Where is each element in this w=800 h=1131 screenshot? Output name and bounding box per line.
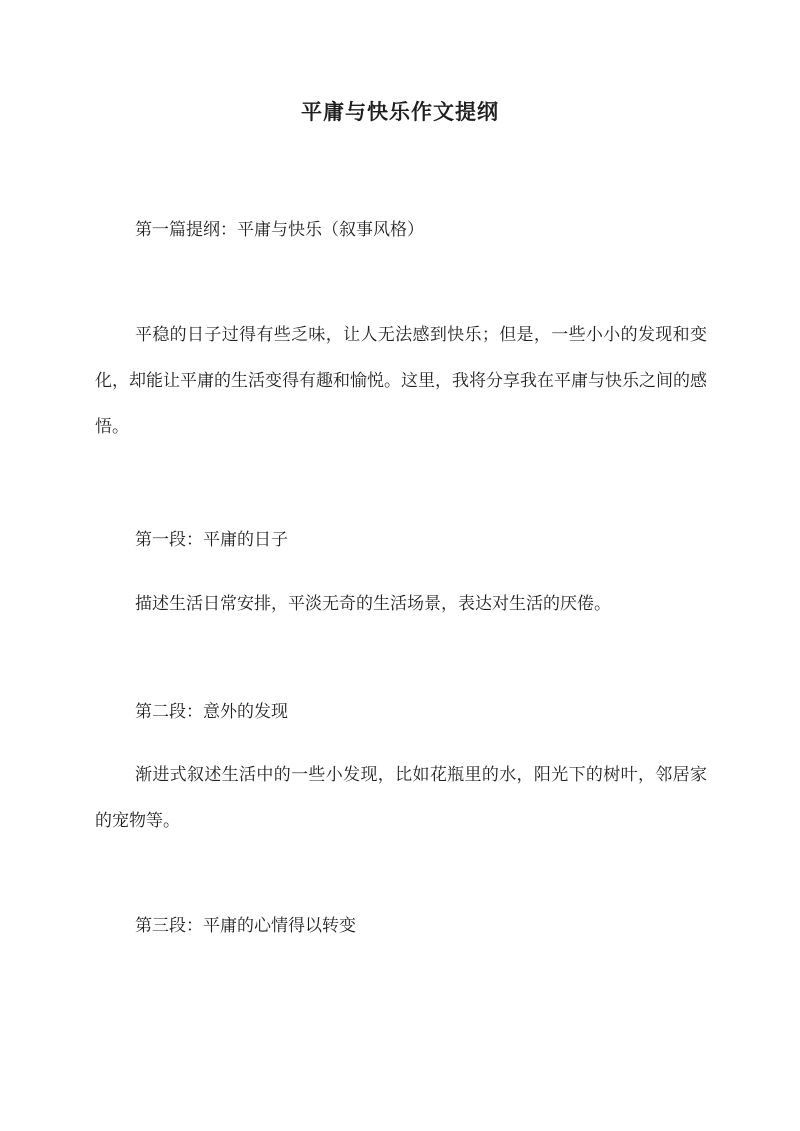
- section-1-body: 描述生活日常安排，平淡无奇的生活场景，表达对生活的厌倦。: [135, 594, 611, 614]
- intro-paragraph: 平稳的日子过得有些乏味，让人无法感到快乐；但是，一些小小的发现和变化，却能让平庸的生活变得有趣和愉悦。这里，我将分享我在平庸与快乐之间的感悟。: [95, 325, 707, 437]
- section-1-heading: 第一段：平庸的日子: [135, 530, 288, 550]
- document-title: 平庸与快乐作文提纲: [301, 99, 499, 124]
- section-2-body: 渐进式叙述生活中的一些小发现，比如花瓶里的水，阳光下的树叶，邻居家的宠物等。: [95, 765, 707, 831]
- section-3-heading: 第三段：平庸的心情得以转变: [135, 916, 356, 936]
- section-2-heading: 第二段：意外的发现: [135, 702, 288, 722]
- outline-heading: 第一篇提纲：平庸与快乐（叙事风格）: [135, 220, 424, 240]
